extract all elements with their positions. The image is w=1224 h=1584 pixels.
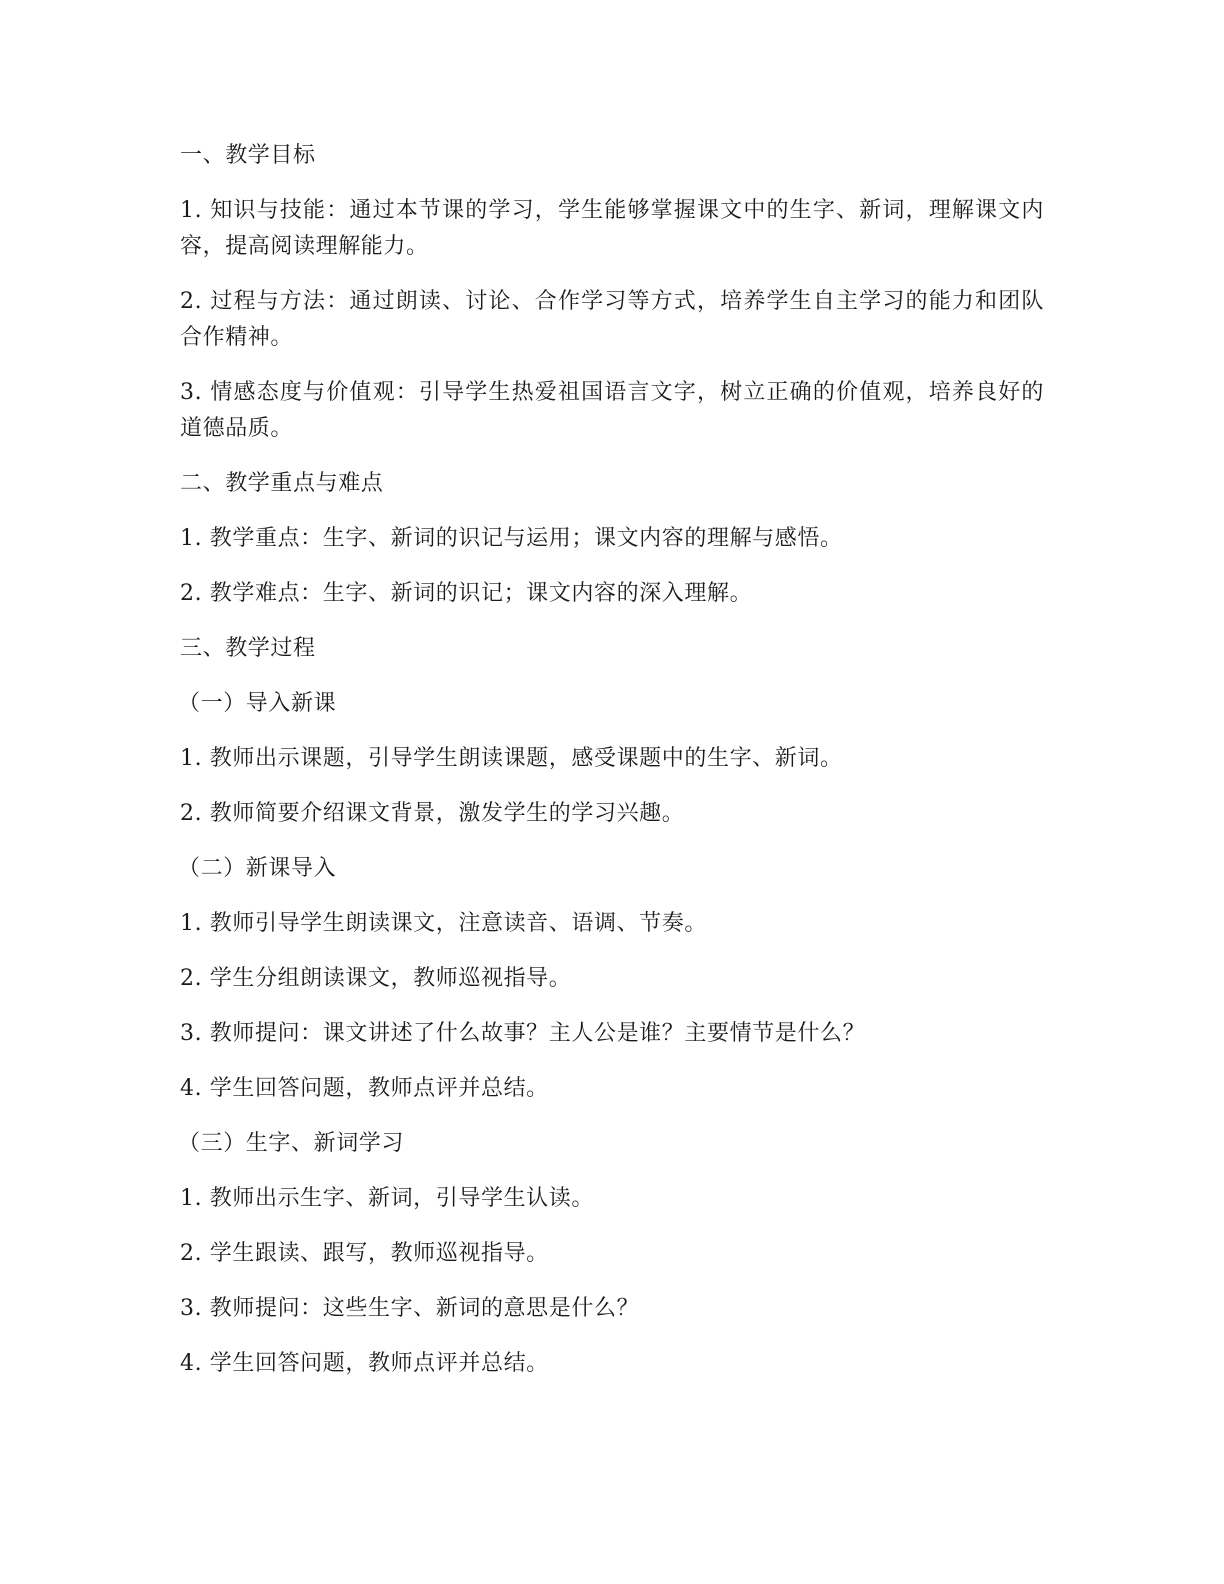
vocabulary-step-2: 2. 学生跟读、跟写，教师巡视指导。 [180,1241,549,1266]
subsection-heading-new-lesson: （二）新课导入 [178,856,337,881]
objective-emotion-values: 3. 情感态度与价值观：引导学生热爱祖国语言文字，树立正确的价值观，培养良好的道德品质。 [180,380,1044,441]
new-lesson-step-4: 4. 学生回答问题，教师点评并总结。 [180,1076,549,1101]
subsection-heading-intro: （一）导入新课 [178,691,337,716]
section-heading-key-points: 二、教学重点与难点 [180,471,384,496]
new-lesson-step-2: 2. 学生分组朗读课文，教师巡视指导。 [180,966,572,991]
section-heading-objectives: 一、教学目标 [180,143,316,168]
subsection-heading-vocabulary: （三）生字、新词学习 [178,1131,405,1156]
vocabulary-step-4: 4. 学生回答问题，教师点评并总结。 [180,1351,549,1376]
objective-process-methods: 2. 过程与方法：通过朗读、讨论、合作学习等方式，培养学生自主学习的能力和团队合作精神。 [180,289,1044,350]
key-point-focus: 1. 教学重点：生字、新词的识记与运用；课文内容的理解与感悟。 [180,526,843,551]
key-point-difficulty: 2. 教学难点：生字、新词的识记；课文内容的深入理解。 [180,581,753,606]
new-lesson-step-1: 1. 教师引导学生朗读课文，注意读音、语调、节奏。 [180,911,707,936]
vocabulary-step-3: 3. 教师提问：这些生字、新词的意思是什么？ [180,1296,640,1321]
document-page [180,138,1044,1401]
section-heading-process: 三、教学过程 [180,636,316,661]
intro-step-2: 2. 教师简要介绍课文背景，激发学生的学习兴趣。 [180,801,685,826]
intro-step-1: 1. 教师出示课题，引导学生朗读课题，感受课题中的生字、新词。 [180,746,843,771]
vocabulary-step-1: 1. 教师出示生字、新词，引导学生认读。 [180,1186,594,1211]
new-lesson-step-3: 3. 教师提问：课文讲述了什么故事？主人公是谁？主要情节是什么？ [180,1021,866,1046]
objective-knowledge-skills: 1. 知识与技能：通过本节课的学习，学生能够掌握课文中的生字、新词，理解课文内容，提高阅读理解能力。 [180,198,1044,259]
